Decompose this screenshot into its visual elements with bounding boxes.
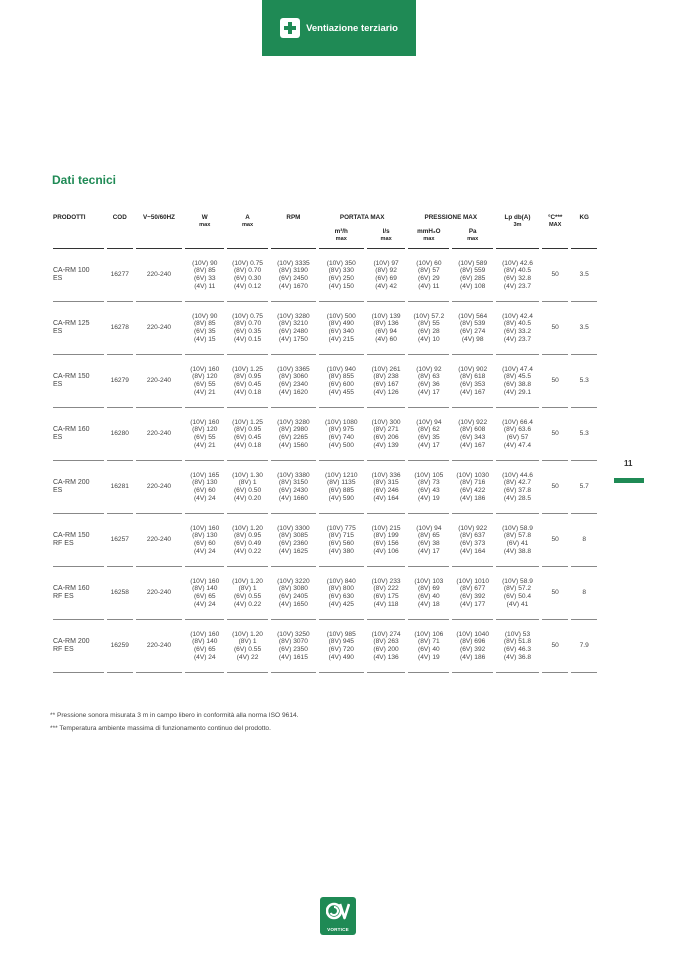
col-header-ls-sub: max <box>380 236 392 242</box>
cell-pa <box>452 302 493 355</box>
banner-label: Ventiazione terziario <box>306 22 398 34</box>
cell-mmh2o <box>408 514 449 567</box>
lp-values: (10V) 44.6 (8V) 42.7 (6V) 37.8 (4V) 28.5 <box>502 471 533 502</box>
ls-values: (10V) 215 (8V) 199 (6V) 156 (4V) 106 <box>371 524 401 555</box>
pa-values: (10V) 1010 (8V) 677 (6V) 392 (4V) 177 <box>456 577 489 608</box>
mmh2o-values: (10V) 106 (8V) 71 (6V) 40 (4V) 19 <box>414 630 444 661</box>
cell-m3h <box>319 514 364 567</box>
cell-w <box>185 302 224 355</box>
w-values: (10V) 90 (8V) 85 (6V) 35 (4V) 15 <box>192 312 218 343</box>
cell-voltage: 220-240 <box>136 302 183 355</box>
cell-kg: 8 <box>571 567 597 620</box>
cell-voltage: 220-240 <box>136 355 183 408</box>
cell-ls <box>367 514 406 567</box>
product-name: CA-RM 100 ES <box>53 267 90 282</box>
col-header-mmh2o-label: mmH₂O <box>417 228 441 235</box>
cell-rpm <box>271 249 316 302</box>
cell-rpm <box>271 302 316 355</box>
m3h-values: (10V) 1080 (8V) 975 (6V) 740 (4V) 500 <box>324 418 358 449</box>
pa-values: (10V) 922 (8V) 637 (6V) 373 (4V) 164 <box>458 524 488 555</box>
m3h-values: (10V) 1210 (8V) 1135 (6V) 885 (4V) 590 <box>324 471 358 502</box>
rpm-values: (10V) 3335 (8V) 3190 (6V) 2450 (4V) 1670 <box>277 259 310 290</box>
cell-lp <box>496 408 539 461</box>
cell-a <box>227 249 268 302</box>
col-header-a-sub: max <box>241 222 254 228</box>
col-header-pa <box>452 228 493 249</box>
cell-kg: 5.3 <box>571 355 597 408</box>
cell-product <box>53 620 104 673</box>
cell-cod: 16279 <box>107 355 133 408</box>
cell-pa <box>452 408 493 461</box>
w-values: (10V) 160 (8V) 130 (6V) 60 (4V) 24 <box>190 524 220 555</box>
cell-cod: 16257 <box>107 514 133 567</box>
a-values: (10V) 1.20 (8V) 1 (6V) 0.55 (4V) 0.22 <box>232 577 263 608</box>
pa-values: (10V) 564 (8V) 539 (6V) 274 (4V) 98 <box>458 312 488 343</box>
cell-temp: 50 <box>542 620 569 673</box>
cell-m3h <box>319 620 364 673</box>
m3h-values: (10V) 775 (8V) 715 (6V) 560 (4V) 380 <box>326 524 356 555</box>
cell-temp: 50 <box>542 514 569 567</box>
product-name: CA-RM 200 RF ES <box>53 638 90 653</box>
a-values: (10V) 1.25 (8V) 0.95 (6V) 0.45 (4V) 0.18 <box>232 365 263 396</box>
col-header-ls-label: l/s <box>382 228 390 235</box>
lp-values: (10V) 42.6 (8V) 40.5 (6V) 32.8 (4V) 23.7 <box>502 259 533 290</box>
cell-mmh2o <box>408 302 449 355</box>
cell-m3h <box>319 567 364 620</box>
col-header-m3h-label: m³/h <box>334 228 348 235</box>
col-header-w <box>185 214 224 249</box>
a-values: (10V) 1.25 (8V) 0.95 (6V) 0.45 (4V) 0.18 <box>232 418 263 449</box>
cell-a <box>227 620 268 673</box>
vortice-logo-icon <box>326 901 350 926</box>
ls-values: (10V) 300 (8V) 271 (6V) 206 (4V) 139 <box>371 418 401 449</box>
cell-ls <box>367 567 406 620</box>
footnote-max-temperature: *** Temperatura ambiente massima di funzionamento continuo del prodotto. <box>50 725 271 732</box>
lp-values: (10V) 58.9 (8V) 57.8 (6V) 41 (4V) 38.8 <box>502 524 533 555</box>
m3h-values: (10V) 940 (8V) 855 (6V) 600 (4V) 455 <box>326 365 356 396</box>
col-header-temp-label: °C*** <box>547 214 563 221</box>
cell-lp <box>496 461 539 514</box>
w-values: (10V) 160 (8V) 120 (6V) 55 (4V) 21 <box>190 418 220 449</box>
technical-data-table <box>50 214 600 673</box>
cell-lp <box>496 302 539 355</box>
cell-cod: 16281 <box>107 461 133 514</box>
col-header-a <box>227 214 268 249</box>
col-header-pa-label: Pa <box>468 228 477 235</box>
col-header-portata: PORTATA MAX <box>339 214 385 221</box>
col-header-ls <box>367 228 406 249</box>
rpm-values: (10V) 3280 (8V) 3210 (6V) 2480 (4V) 1750 <box>277 312 310 343</box>
cell-cod: 16259 <box>107 620 133 673</box>
section-title: Dati tecnici <box>52 173 117 187</box>
lp-values: (10V) 66.4 (8V) 63.6 (6V) 57 (4V) 47.4 <box>502 418 533 449</box>
cell-temp: 50 <box>542 461 569 514</box>
a-values: (10V) 0.75 (8V) 0.70 (6V) 0.35 (4V) 0.15 <box>232 312 263 343</box>
cell-lp <box>496 620 539 673</box>
cell-m3h <box>319 355 364 408</box>
rpm-values: (10V) 3300 (8V) 3085 (6V) 2360 (4V) 1625 <box>277 524 310 555</box>
col-header-pa-sub: max <box>467 236 479 242</box>
cell-kg: 7.9 <box>571 620 597 673</box>
w-values: (10V) 160 (8V) 140 (6V) 65 (4V) 24 <box>190 577 220 608</box>
cell-lp <box>496 567 539 620</box>
product-name: CA-RM 150 ES <box>53 373 90 388</box>
medical-cross-icon <box>280 18 300 38</box>
cell-voltage: 220-240 <box>136 514 183 567</box>
cell-pa <box>452 249 493 302</box>
pa-values: (10V) 902 (8V) 618 (6V) 353 (4V) 167 <box>458 365 488 396</box>
col-header-lp-label: Lp db(A) <box>504 214 531 221</box>
cell-kg: 5.3 <box>571 408 597 461</box>
cell-lp <box>496 514 539 567</box>
cell-temp: 50 <box>542 355 569 408</box>
cell-temp: 50 <box>542 408 569 461</box>
cell-pa <box>452 355 493 408</box>
col-header-m3h-sub: max <box>335 236 347 242</box>
table-row <box>53 302 597 355</box>
cell-a <box>227 461 268 514</box>
cell-mmh2o <box>408 408 449 461</box>
cell-product <box>53 461 104 514</box>
cell-product <box>53 514 104 567</box>
cell-lp <box>496 355 539 408</box>
col-header-w-sub: max <box>199 222 211 228</box>
a-values: (10V) 1.20 (8V) 0.95 (6V) 0.49 (4V) 0.22 <box>232 524 263 555</box>
cell-a <box>227 408 268 461</box>
rpm-values: (10V) 3280 (8V) 2980 (6V) 2265 (4V) 1560 <box>277 418 310 449</box>
w-values: (10V) 160 (8V) 120 (6V) 55 (4V) 21 <box>190 365 220 396</box>
cell-voltage: 220-240 <box>136 620 183 673</box>
cell-m3h <box>319 461 364 514</box>
cell-voltage: 220-240 <box>136 461 183 514</box>
lp-values: (10V) 58.9 (8V) 57.2 (6V) 50.4 (4V) 41 <box>502 577 533 608</box>
m3h-values: (10V) 840 (8V) 800 (6V) 630 (4V) 425 <box>326 577 356 608</box>
cell-mmh2o <box>408 620 449 673</box>
cell-w <box>185 620 224 673</box>
col-header-lp-sub: 3m <box>513 222 522 228</box>
table-row <box>53 408 597 461</box>
cell-pa <box>452 514 493 567</box>
ls-values: (10V) 139 (8V) 136 (6V) 94 (4V) 60 <box>371 312 401 343</box>
ls-values: (10V) 97 (8V) 92 (6V) 69 (4V) 42 <box>373 259 399 290</box>
cell-pa <box>452 461 493 514</box>
mmh2o-values: (10V) 103 (8V) 69 (6V) 40 (4V) 18 <box>414 577 444 608</box>
cell-voltage: 220-240 <box>136 249 183 302</box>
cell-a <box>227 302 268 355</box>
cell-rpm <box>271 408 316 461</box>
cell-pa <box>452 620 493 673</box>
section-banner <box>262 0 416 56</box>
col-header-temp <box>542 214 569 249</box>
vortice-logo <box>320 897 356 935</box>
cell-w <box>185 408 224 461</box>
cell-product <box>53 408 104 461</box>
page-number: 11 <box>624 459 633 468</box>
cell-a <box>227 355 268 408</box>
col-header-voltage: V~50/60HZ <box>136 214 183 249</box>
cell-temp: 50 <box>542 302 569 355</box>
cell-kg: 8 <box>571 514 597 567</box>
lp-values: (10V) 53 (8V) 51.8 (6V) 46.3 (4V) 36.8 <box>503 630 532 661</box>
cell-voltage: 220-240 <box>136 408 183 461</box>
cell-rpm <box>271 355 316 408</box>
cell-mmh2o <box>408 461 449 514</box>
page-tab-marker <box>614 478 644 483</box>
cell-w <box>185 567 224 620</box>
a-values: (10V) 0.75 (8V) 0.70 (6V) 0.30 (4V) 0.12 <box>232 259 263 290</box>
mmh2o-values: (10V) 57.2 (8V) 55 (6V) 28 (4V) 10 <box>413 312 445 343</box>
lp-values: (10V) 47.4 (8V) 45.5 (6V) 38.8 (4V) 29.1 <box>502 365 533 396</box>
rpm-values: (10V) 3380 (8V) 3150 (6V) 2430 (4V) 1660 <box>277 471 310 502</box>
cell-lp <box>496 249 539 302</box>
cell-cod: 16278 <box>107 302 133 355</box>
m3h-values: (10V) 985 (8V) 945 (6V) 720 (4V) 490 <box>326 630 356 661</box>
w-values: (10V) 165 (8V) 130 (6V) 60 (4V) 24 <box>190 471 220 502</box>
cell-rpm <box>271 514 316 567</box>
cell-kg: 3.5 <box>571 249 597 302</box>
pa-values: (10V) 1030 (8V) 716 (6V) 422 (4V) 186 <box>456 471 489 502</box>
cell-mmh2o <box>408 567 449 620</box>
cell-ls <box>367 461 406 514</box>
rpm-values: (10V) 3250 (8V) 3070 (6V) 2350 (4V) 1615 <box>277 630 310 661</box>
cell-pa <box>452 567 493 620</box>
cell-product <box>53 355 104 408</box>
ls-values: (10V) 261 (8V) 238 (6V) 167 (4V) 126 <box>371 365 401 396</box>
cell-cod: 16258 <box>107 567 133 620</box>
cell-rpm <box>271 567 316 620</box>
col-header-pressione: PRESSIONE MAX <box>424 214 478 221</box>
cell-w <box>185 461 224 514</box>
cell-a <box>227 514 268 567</box>
table-row <box>53 461 597 514</box>
col-header-mmh2o-sub: max <box>423 236 435 242</box>
cell-w <box>185 514 224 567</box>
cell-temp: 50 <box>542 567 569 620</box>
mmh2o-values: (10V) 60 (8V) 57 (6V) 29 (4V) 11 <box>416 259 442 290</box>
cell-kg: 3.5 <box>571 302 597 355</box>
cell-voltage: 220-240 <box>136 567 183 620</box>
col-header-rpm: RPM <box>271 214 316 249</box>
cell-ls <box>367 302 406 355</box>
cell-temp: 50 <box>542 249 569 302</box>
col-header-mmh2o <box>408 228 449 249</box>
cell-ls <box>367 249 406 302</box>
col-header-m3h <box>319 228 364 249</box>
cell-kg: 5.7 <box>571 461 597 514</box>
cell-ls <box>367 408 406 461</box>
footnotes <box>50 709 298 735</box>
table-row <box>53 567 597 620</box>
table-row <box>53 620 597 673</box>
mmh2o-values: (10V) 92 (8V) 63 (6V) 36 (4V) 17 <box>416 365 442 396</box>
pa-values: (10V) 1040 (8V) 696 (6V) 392 (4V) 186 <box>456 630 489 661</box>
logo-text: VORTICE <box>327 927 349 932</box>
cell-m3h <box>319 408 364 461</box>
cell-m3h <box>319 302 364 355</box>
col-header-cod: COD <box>107 214 133 249</box>
col-header-lp <box>496 214 539 249</box>
rpm-values: (10V) 3220 (8V) 3080 (6V) 2405 (4V) 1650 <box>277 577 310 608</box>
table-row <box>53 249 597 302</box>
product-name: CA-RM 160 RF ES <box>53 585 90 600</box>
cell-rpm <box>271 620 316 673</box>
lp-values: (10V) 42.4 (8V) 40.5 (6V) 33.2 (4V) 23.7 <box>502 312 533 343</box>
cell-mmh2o <box>408 249 449 302</box>
col-header-a-label: A <box>245 214 250 221</box>
cell-cod: 16280 <box>107 408 133 461</box>
table-row <box>53 514 597 567</box>
product-name: CA-RM 160 ES <box>53 426 90 441</box>
table-row <box>53 355 597 408</box>
m3h-values: (10V) 500 (8V) 490 (6V) 340 (4V) 215 <box>326 312 356 343</box>
mmh2o-values: (10V) 94 (8V) 62 (6V) 35 (4V) 17 <box>416 418 442 449</box>
product-name: CA-RM 150 RF ES <box>53 532 90 547</box>
col-header-kg: KG <box>571 214 597 249</box>
cell-a <box>227 567 268 620</box>
cell-product <box>53 567 104 620</box>
pa-values: (10V) 589 (8V) 559 (6V) 285 (4V) 108 <box>458 259 488 290</box>
cell-mmh2o <box>408 355 449 408</box>
cell-m3h <box>319 249 364 302</box>
cell-product <box>53 302 104 355</box>
mmh2o-values: (10V) 94 (8V) 65 (6V) 38 (4V) 17 <box>416 524 442 555</box>
product-name: CA-RM 125 ES <box>53 320 90 335</box>
a-values: (10V) 1.30 (8V) 1 (6V) 0.50 (4V) 0.20 <box>232 471 263 502</box>
cell-w <box>185 249 224 302</box>
cell-ls <box>367 620 406 673</box>
cell-rpm <box>271 461 316 514</box>
col-header-prodotti: PRODOTTI <box>53 214 104 249</box>
m3h-values: (10V) 350 (8V) 330 (6V) 250 (4V) 150 <box>326 259 356 290</box>
w-values: (10V) 160 (8V) 140 (6V) 65 (4V) 24 <box>190 630 220 661</box>
mmh2o-values: (10V) 105 (8V) 73 (6V) 43 (4V) 19 <box>414 471 444 502</box>
cell-ls <box>367 355 406 408</box>
ls-values: (10V) 274 (8V) 263 (6V) 200 (4V) 136 <box>371 630 401 661</box>
ls-values: (10V) 336 (8V) 315 (6V) 246 (4V) 164 <box>371 471 401 502</box>
ls-values: (10V) 233 (8V) 222 (6V) 175 (4V) 118 <box>371 577 401 608</box>
col-header-temp-sub: MAX <box>548 222 562 228</box>
cell-cod: 16277 <box>107 249 133 302</box>
pa-values: (10V) 922 (8V) 608 (6V) 343 (4V) 167 <box>458 418 488 449</box>
cell-w <box>185 355 224 408</box>
footnote-sound-pressure: ** Pressione sonora misurata 3 m in campo libero in conformità alla norma ISO 9614. <box>50 712 299 719</box>
w-values: (10V) 90 (8V) 85 (6V) 33 (4V) 11 <box>192 259 218 290</box>
product-name: CA-RM 200 ES <box>53 479 90 494</box>
cell-product <box>53 249 104 302</box>
a-values: (10V) 1.20 (8V) 1 (6V) 0.55 (4V) 22 <box>232 630 263 661</box>
rpm-values: (10V) 3365 (8V) 3060 (6V) 2340 (4V) 1620 <box>277 365 310 396</box>
col-header-w-label: W <box>201 214 208 221</box>
